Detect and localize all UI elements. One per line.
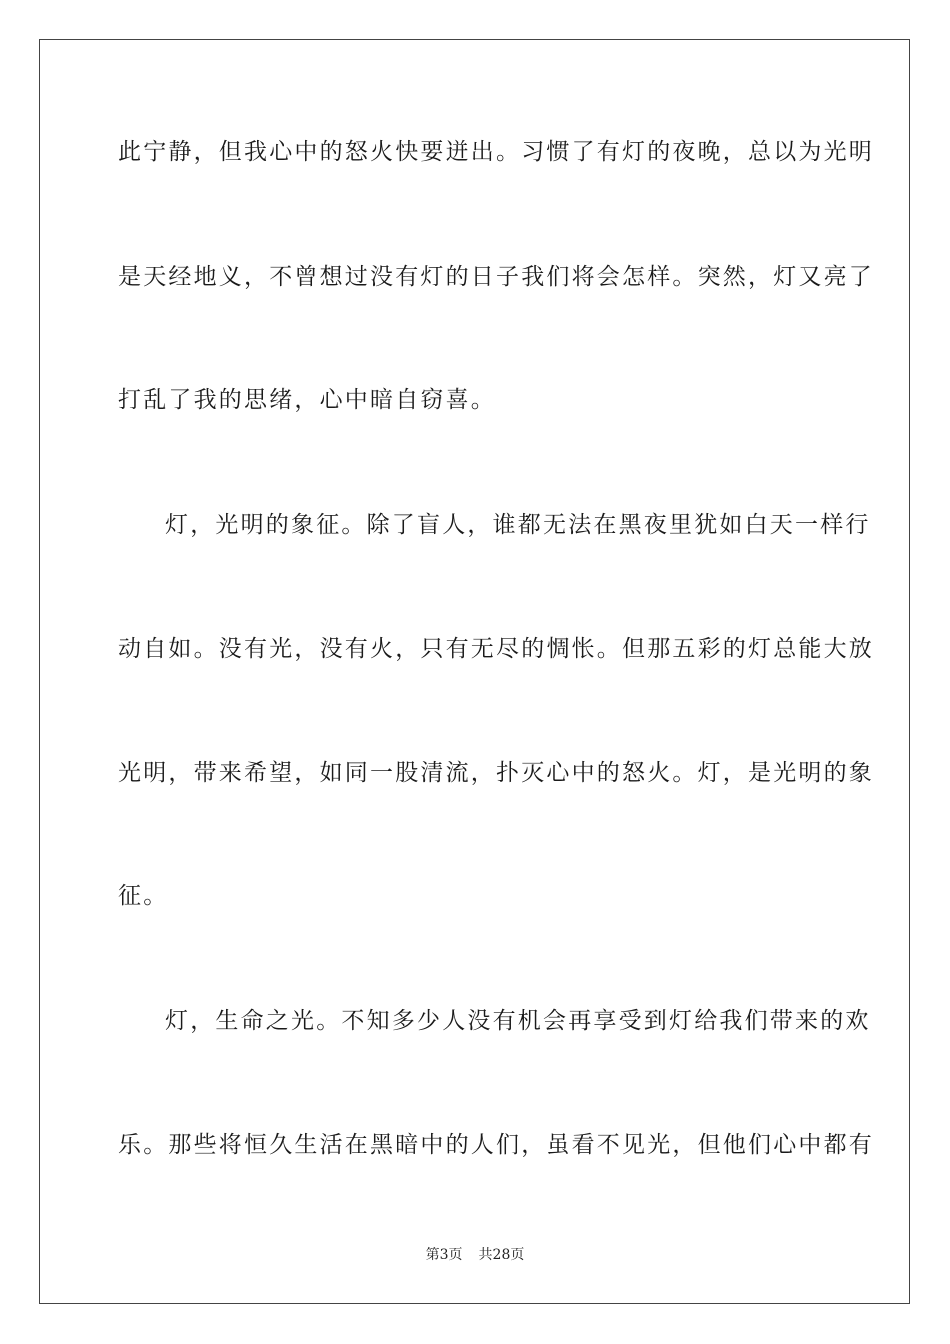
page-number: 第3页 [425,1247,463,1263]
text-line: 是天经地义，不曾想过没有灯的日子我们将会怎样。突然，灯又亮了 [118,264,874,290]
paragraph-first-line: 灯，光明的象征。除了盲人，谁都无法在黑夜里犹如白天一样行 [165,512,871,538]
paragraph-first-line: 灯，生命之光。不知多少人没有机会再享受到灯给我们带来的欢 [165,1008,871,1034]
text-line: 光明，带来希望，如同一股清流，扑灭心中的怒火。灯，是光明的象 [118,760,874,786]
page-border [39,39,910,1304]
page-footer [0,1246,950,1264]
text-line: 此宁静，但我心中的怒火快要迸出。习惯了有灯的夜晚，总以为光明 [118,139,874,165]
page-total: 共28页 [478,1247,525,1263]
text-line: 动自如。没有光，没有火，只有无尽的惆怅。但那五彩的灯总能大放 [118,636,874,662]
text-line: 征。 [118,883,169,909]
text-line: 打乱了我的思绪，心中暗自窃喜。 [118,387,496,413]
text-line: 乐。那些将恒久生活在黑暗中的人们，虽看不见光，但他们心中都有 [118,1132,874,1158]
